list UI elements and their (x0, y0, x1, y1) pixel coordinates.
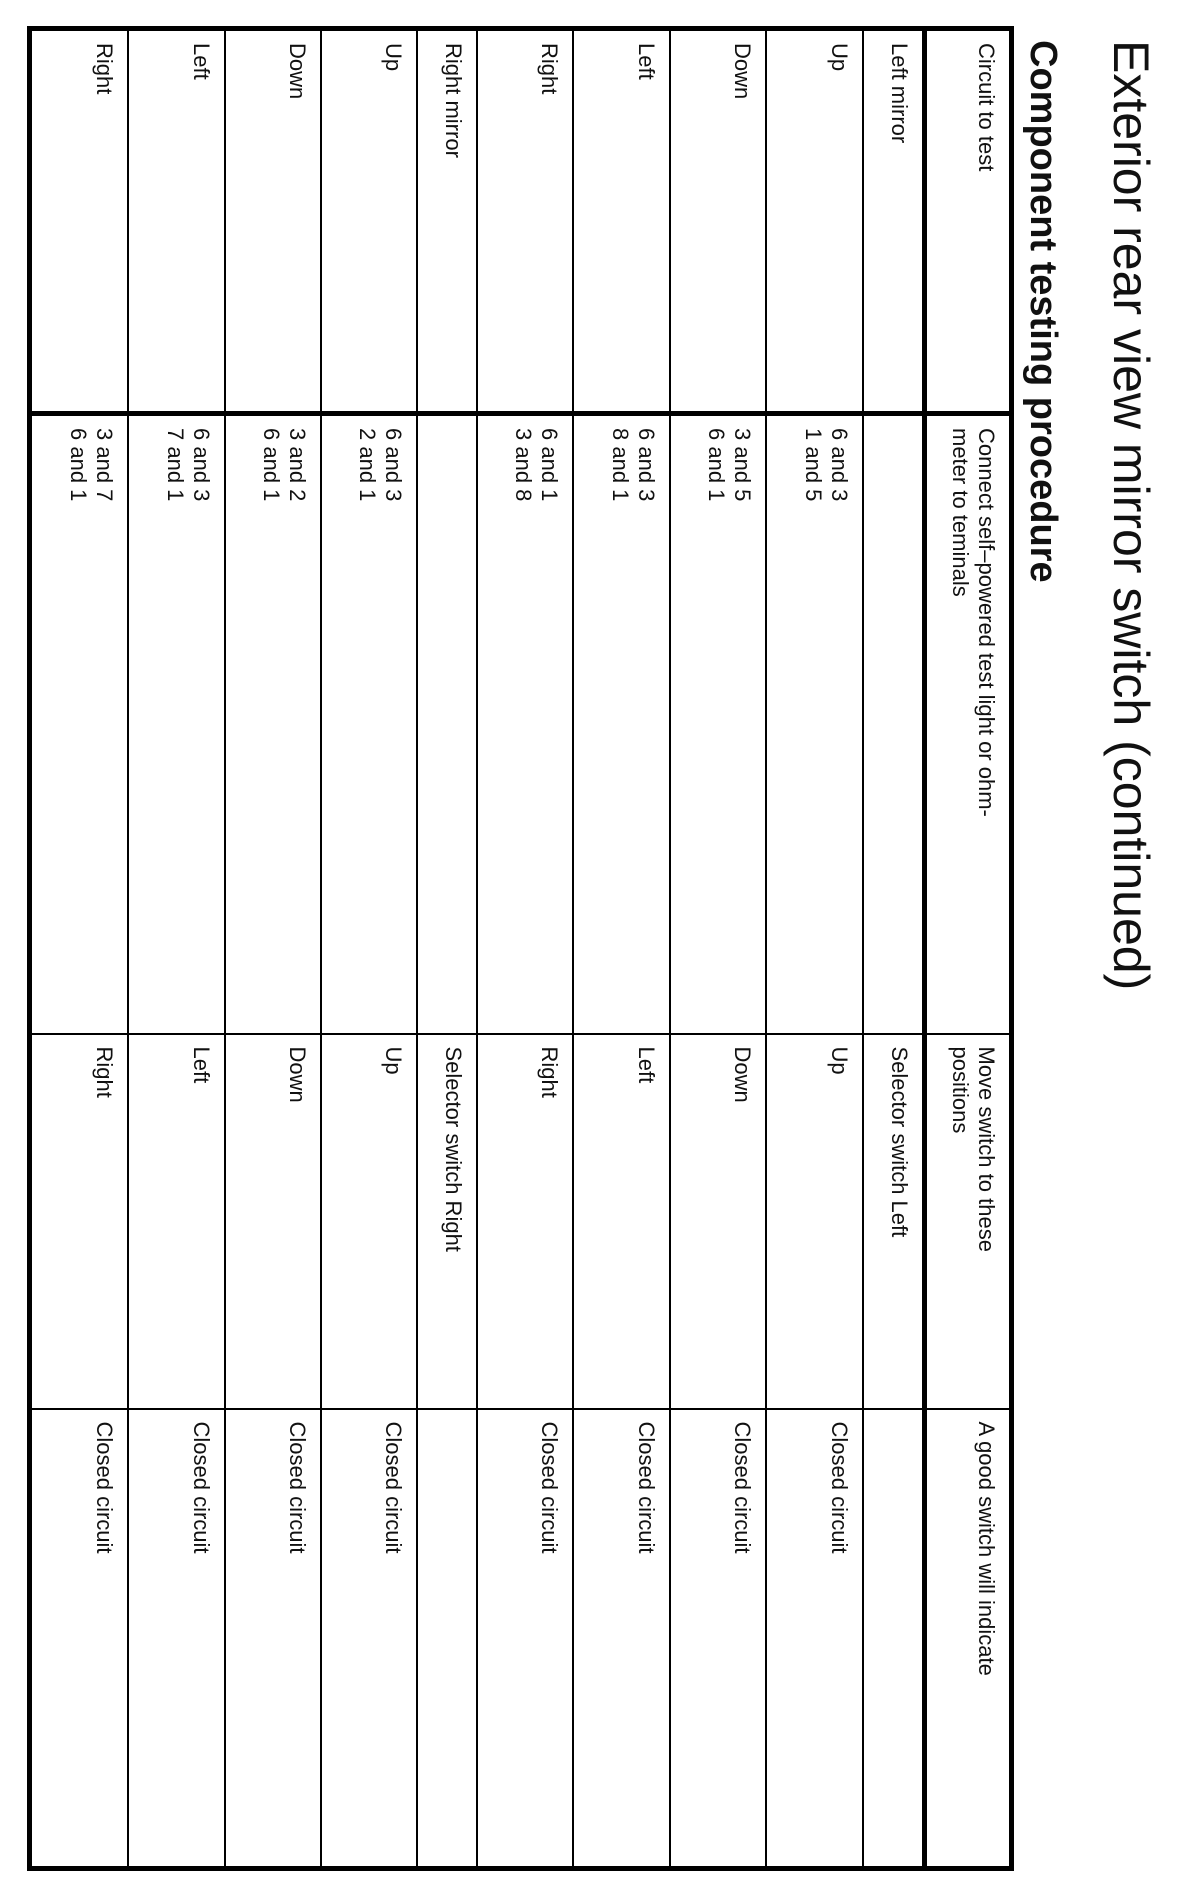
header-result: A good switch will indicate (925, 1409, 1012, 1869)
table-row (574, 29, 670, 1869)
testing-procedure-table (27, 26, 1014, 1871)
cell-position: Selector switch Left (863, 1034, 925, 1409)
cell-terminals: 3 and 5 6 and 1 (670, 414, 766, 1034)
cell-circuit: Left (128, 29, 224, 414)
cell-terminals: 6 and 3 2 and 1 (321, 414, 417, 1034)
cell-result: Closed circuit (477, 1409, 573, 1869)
table-row (766, 29, 862, 1869)
cell-result (863, 1409, 925, 1869)
table-row (418, 29, 478, 1869)
cell-result: Closed circuit (670, 1409, 766, 1869)
cell-terminals: 6 and 3 1 and 5 (766, 414, 862, 1034)
cell-position: Down (670, 1034, 766, 1409)
table-row (477, 29, 573, 1869)
header-position: Move switch to these positions (925, 1034, 1012, 1409)
cell-result: Closed circuit (30, 1409, 129, 1869)
cell-terminals: 3 and 2 6 and 1 (225, 414, 321, 1034)
cell-result: Closed circuit (128, 1409, 224, 1869)
table-row (670, 29, 766, 1869)
cell-circuit: Down (225, 29, 321, 414)
cell-circuit: Right mirror (418, 29, 478, 414)
cell-circuit: Up (321, 29, 417, 414)
cell-circuit: Right (477, 29, 573, 414)
cell-position: Up (766, 1034, 862, 1409)
cell-position: Right (30, 1034, 129, 1409)
cell-terminals (418, 414, 478, 1034)
cell-result: Closed circuit (766, 1409, 862, 1869)
cell-terminals: 6 and 3 8 and 1 (574, 414, 670, 1034)
header-circuit: Circuit to test (925, 29, 1012, 414)
table-header-row (925, 29, 1012, 1869)
section-subtitle: Component testing procedure (1022, 40, 1064, 583)
table-row (321, 29, 417, 1869)
cell-circuit: Left (574, 29, 670, 414)
table-row (225, 29, 321, 1869)
cell-position: Selector switch Right (418, 1034, 478, 1409)
table-row (128, 29, 224, 1869)
cell-circuit: Right (30, 29, 129, 414)
cell-position: Left (128, 1034, 224, 1409)
cell-position: Left (574, 1034, 670, 1409)
cell-result: Closed circuit (321, 1409, 417, 1869)
cell-terminals: 3 and 7 6 and 1 (30, 414, 129, 1034)
table-row (30, 29, 129, 1869)
cell-circuit: Left mirror (863, 29, 925, 414)
cell-terminals (863, 414, 925, 1034)
cell-circuit: Down (670, 29, 766, 414)
cell-result: Closed circuit (225, 1409, 321, 1869)
page-title: Exterior rear view mirror switch (continued) (1103, 40, 1159, 991)
cell-result: Closed circuit (574, 1409, 670, 1869)
cell-circuit: Up (766, 29, 862, 414)
cell-terminals: 6 and 3 7 and 1 (128, 414, 224, 1034)
cell-terminals: 6 and 1 3 and 8 (477, 414, 573, 1034)
cell-result (418, 1409, 478, 1869)
cell-position: Right (477, 1034, 573, 1409)
cell-position: Up (321, 1034, 417, 1409)
table-row (863, 29, 925, 1869)
cell-position: Down (225, 1034, 321, 1409)
header-terminals: Connect self–powered test light or ohm- meter to teminals (925, 414, 1012, 1034)
